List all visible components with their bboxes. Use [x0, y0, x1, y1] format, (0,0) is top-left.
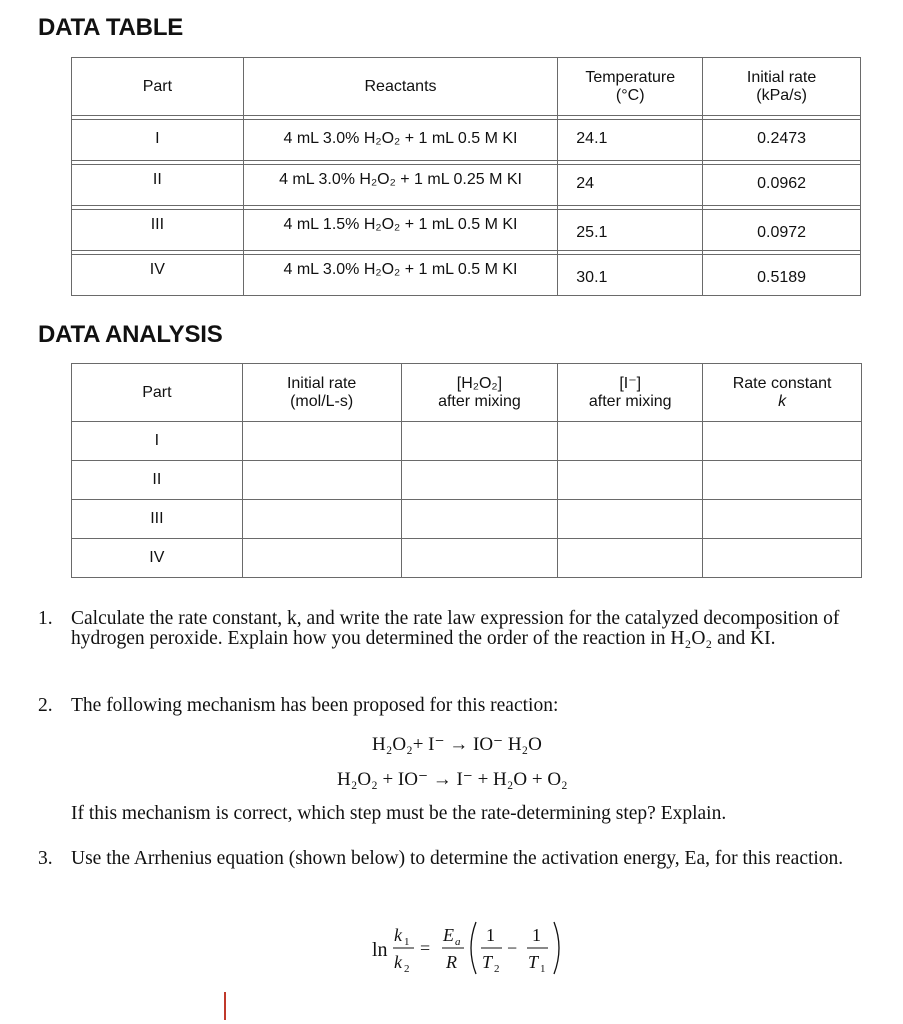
question-2-number: 2. [38, 695, 53, 716]
reactants-cell: 4 mL 1.5% H₂O₂ + 1 mL 0.5 M KI [283, 216, 518, 233]
eq-right-paren [554, 922, 559, 974]
analysis-header-iodide-sub: after mixing [588, 392, 672, 410]
reactants-cell: 4 mL 3.0% H₂O₂ + 1 mL 0.5 M KI [283, 261, 518, 278]
analysis-header-iodide-label: [I⁻] [619, 374, 642, 392]
question-3 [38, 849, 888, 869]
analysis-header-k [703, 364, 862, 422]
table-row [72, 500, 862, 539]
header-temperature-label: Temperature [585, 68, 676, 86]
eq-k1-sub: 1 [404, 936, 410, 948]
text-cursor [224, 992, 226, 1020]
analysis-part-cell: II [72, 461, 243, 500]
rate-cell: 0.0972 [757, 224, 807, 241]
temperature-cell: 25.1 [576, 224, 608, 241]
part-cell: IV [149, 261, 165, 278]
analysis-header-k-label: Rate constant [732, 374, 832, 392]
table-row [72, 210, 861, 251]
eq-one-a: 1 [486, 925, 495, 945]
question-2-followup [38, 804, 888, 824]
analysis-part-cell: IV [72, 539, 243, 578]
eq-one-b: 1 [532, 925, 541, 945]
header-part [72, 58, 244, 116]
analysis-header-part [72, 364, 243, 422]
question-3-text: Use the Arrhenius equation (shown below) to determine the activation energy, Ea, for this reaction. [71, 848, 844, 869]
header-reactants [243, 58, 558, 116]
data-table-header-row [72, 58, 861, 116]
analysis-k-cell[interactable] [703, 461, 862, 500]
header-initial-rate [703, 58, 861, 116]
part-cell: III [150, 216, 165, 233]
analysis-part-cell: I [72, 422, 243, 461]
analysis-header-iodide [558, 364, 703, 422]
analysis-iodide-cell[interactable] [558, 539, 703, 578]
question-3-number: 3. [38, 848, 53, 869]
table-row [72, 461, 862, 500]
header-reactants-label: Reactants [364, 77, 437, 95]
analysis-h2o2-cell[interactable] [401, 539, 558, 578]
analysis-header-k-symbol: k [778, 392, 787, 410]
analysis-iodide-cell[interactable] [558, 500, 703, 539]
eq-t1: T [528, 952, 539, 972]
analysis-iodide-cell[interactable] [558, 422, 703, 461]
analysis-k-cell[interactable] [703, 500, 862, 539]
header-rate-label: Initial rate [746, 68, 817, 86]
analysis-rate-cell[interactable] [242, 539, 401, 578]
eq-t1-sub: 1 [540, 963, 546, 975]
analysis-header-h2o2 [401, 364, 558, 422]
temperature-cell: 24.1 [576, 130, 608, 147]
rate-cell: 0.0962 [757, 175, 807, 192]
question-2-followup-text: If this mechanism is correct, which step must be the rate-determining step? Explain. [71, 803, 727, 824]
rate-cell: 0.2473 [757, 130, 807, 147]
reactants-cell: 4 mL 3.0% H₂O₂ + 1 mL 0.5 M KI [283, 130, 518, 147]
mechanism-step-1: H₂O₂+ I⁻ → IO⁻ H₂O [372, 734, 542, 755]
question-1-text: Calculate the rate constant, k, and write the rate law expression for the catalyzed decomposition of hydrogen peroxide. Explain how you determined the order of the reaction in H₂O₂ and KI. [71, 608, 840, 649]
data-analysis-title: DATA ANALYSIS [38, 321, 223, 348]
eq-k1: k [394, 925, 402, 945]
analysis-h2o2-cell[interactable] [401, 500, 558, 539]
eq-t2-sub: 2 [494, 963, 500, 975]
eq-r: R [446, 952, 457, 972]
part-cell: I [155, 130, 160, 147]
table-row [72, 539, 862, 578]
question-1-number: 1. [38, 608, 53, 629]
eq-ln: ln [372, 939, 388, 961]
analysis-header-h2o2-sub: after mixing [438, 392, 521, 410]
analysis-rate-cell[interactable] [242, 500, 401, 539]
analysis-rate-cell[interactable] [242, 461, 401, 500]
temperature-cell: 24 [576, 175, 595, 192]
eq-left-paren [471, 922, 476, 974]
analysis-k-cell[interactable] [703, 539, 862, 578]
part-cell: II [152, 171, 162, 188]
analysis-header-row [72, 364, 862, 422]
eq-k2-sub: 2 [404, 963, 410, 975]
question-1 [38, 609, 888, 649]
data-table-title: DATA TABLE [38, 14, 184, 41]
analysis-part-cell: III [72, 500, 243, 539]
analysis-k-cell[interactable] [703, 422, 862, 461]
question-2-text: The following mechanism has been proposed for this reaction: [71, 695, 559, 716]
arrhenius-equation [360, 912, 580, 982]
table-row [72, 165, 861, 206]
rate-cell: 0.5189 [757, 269, 807, 286]
data-analysis-table [71, 363, 862, 578]
header-rate-unit: (kPa/s) [756, 86, 807, 104]
analysis-header-rate-unit: (mol/L-s) [290, 392, 354, 410]
question-2 [38, 696, 888, 716]
table-row [72, 422, 862, 461]
eq-k2: k [394, 952, 402, 972]
data-table [71, 57, 861, 296]
analysis-header-h2o2-label: [H₂O₂] [456, 374, 503, 392]
analysis-iodide-cell[interactable] [558, 461, 703, 500]
mechanism-step-2: H₂O₂ + IO⁻ → I⁻ + H₂O + O₂ [337, 769, 568, 790]
analysis-header-rate [242, 364, 401, 422]
eq-equals: = [420, 938, 431, 958]
eq-ea: E [443, 925, 454, 945]
header-temperature [558, 58, 703, 116]
reactants-cell: 4 mL 3.0% H₂O₂ + 1 mL 0.25 M KI [279, 171, 522, 188]
eq-ea-sub: a [455, 936, 461, 948]
analysis-header-rate-label: Initial rate [286, 374, 357, 392]
eq-t2: T [482, 952, 493, 972]
analysis-rate-cell[interactable] [242, 422, 401, 461]
eq-minus: − [507, 938, 518, 958]
header-part-label: Part [142, 77, 173, 95]
table-row [72, 255, 861, 296]
analysis-h2o2-cell[interactable] [401, 461, 558, 500]
analysis-h2o2-cell[interactable] [401, 422, 558, 461]
temperature-cell: 30.1 [576, 269, 608, 286]
header-temperature-unit: (°C) [615, 86, 645, 104]
table-row [72, 120, 861, 161]
analysis-header-part-label: Part [142, 383, 172, 401]
